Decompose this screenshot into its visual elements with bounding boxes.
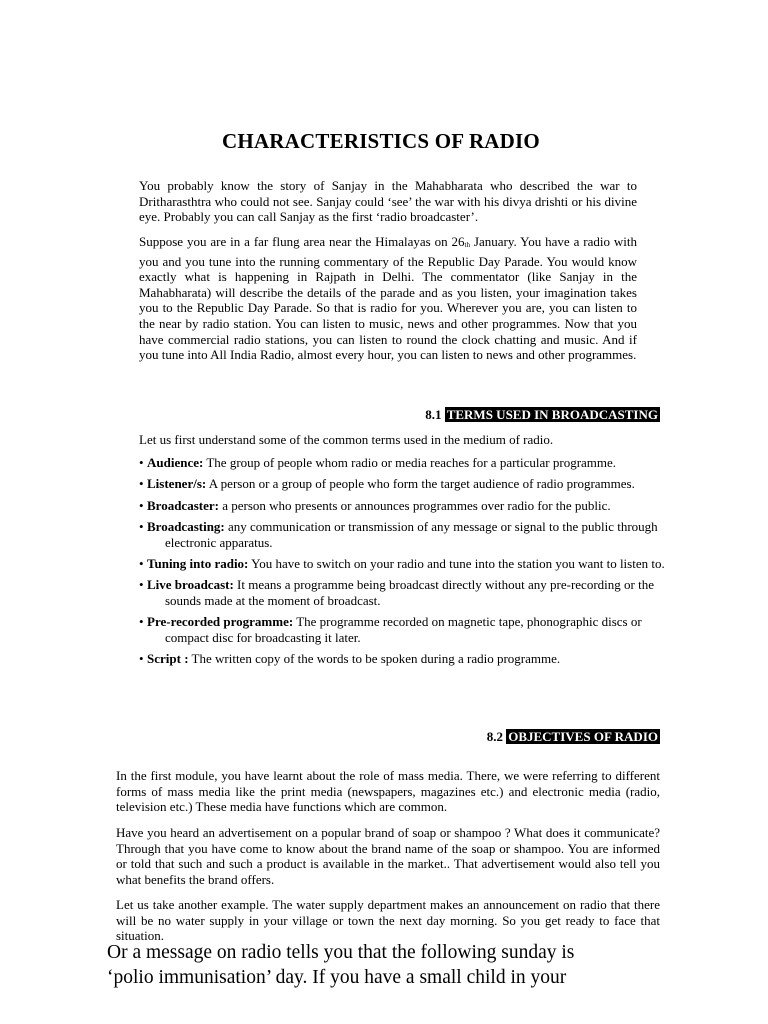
bullet-mark: • — [139, 651, 144, 667]
term-definition: any communication or transmission of any message or signal to the public through electronic apparatus. — [165, 519, 658, 550]
terms-intro: Let us first understand some of the common terms used in the medium of radio. — [139, 432, 554, 447]
term-item — [139, 577, 669, 608]
term-name: Broadcaster: — [147, 497, 219, 513]
term-name: Tuning into radio: — [147, 556, 249, 572]
intro-paragraph-1: You probably know the story of Sanjay in the Mahabharata who described the war to Dritharasthtra who could not see. Sanjay could ‘see’ the war with his divya drishti or his divine eye. Probably you can call Sanjay as the first ‘radio broadcaster’. — [139, 178, 637, 225]
term-item — [139, 455, 669, 470]
overflow-line: ‘polio immunisation’ day. If you have a small child in your — [107, 967, 567, 988]
term-item — [139, 476, 669, 491]
term-item — [139, 614, 669, 645]
section-number: 8.1 — [425, 407, 442, 422]
term-name: Pre-recorded programme: — [147, 614, 294, 630]
term-item — [139, 498, 669, 513]
terms-list — [139, 455, 669, 672]
term-name: Script : — [147, 651, 189, 667]
bullet-mark: • — [139, 519, 144, 535]
intro-paragraph-2-rest: January. You have a radio with you and you tune into the running commentary of the Republic Day Parade. You would know exactly what is happening in Rajpath in Delhi. The commentator (like Sanjay in the Mahabharata) will describe the details of the parade and as you listen, your imagination takes you to the Republic Day Parade. So that is radio for you. Wherever you are, you can listen to the near by radio station. You can listen to music, news and other programmes. Now that you have commercial radio stations, you can listen to round the clock chatting and music. And if you tune into All India Radio, almost every hour, you can listen to news and other programmes. — [139, 234, 637, 363]
term-name: Audience: — [147, 455, 204, 470]
bullet-mark: • — [139, 455, 144, 470]
objectives-paragraph-1: In the first module, you have learnt about the role of mass media. There, we were referring to different forms of mass media like the print media (newspapers, magazines etc.) and electronic media (radio, television etc.) These media have functions which are common. — [116, 768, 660, 815]
term-definition: It means a programme being broadcast directly without any pre-recording or the sounds made at the moment of broadcast. — [165, 577, 654, 608]
term-definition: The programme recorded on magnetic tape, phonographic discs or compact disc for broadcasting it later. — [165, 614, 642, 645]
intro-paragraph-2-start: Suppose you are in a far flung area near the Himalayas on 26 — [139, 234, 465, 249]
term-item — [139, 651, 669, 666]
section-title: OBJECTIVES OF RADIO — [508, 729, 658, 744]
term-definition: A person or a group of people who form the target audience of radio programmes. — [206, 476, 635, 492]
overflow-text — [107, 940, 727, 990]
objectives-paragraph-3: Let us take another example. The water supply department makes an announcement on radio that there will be no water supply in your village or town the next day morning. So you get ready to face that situation. — [116, 897, 660, 944]
term-definition: a person who presents or announces programmes over radio for the public. — [218, 497, 611, 513]
term-name: Listener/s: — [147, 476, 207, 492]
term-name: Live broadcast: — [147, 577, 234, 593]
bullet-mark: • — [139, 497, 144, 513]
section-heading-objectives — [487, 729, 660, 745]
section-title: TERMS USED IN BROADCASTING — [446, 407, 658, 422]
term-item — [139, 519, 669, 550]
bullet-mark: • — [139, 556, 144, 572]
bullet-mark: • — [139, 614, 144, 630]
page-title: CHARACTERISTICS OF RADIO — [222, 129, 540, 153]
bullet-mark: • — [139, 476, 144, 492]
intro-paragraph-2 — [139, 234, 637, 363]
bullet-mark: • — [139, 577, 144, 593]
overflow-line: Or a message on radio tells you that the following sunday is — [107, 942, 575, 963]
term-name: Broadcasting: — [147, 519, 225, 535]
term-definition: The written copy of the words to be spoken during a radio programme. — [188, 651, 561, 667]
term-definition: You have to switch on your radio and tune into the station you want to listen to. — [248, 556, 665, 572]
term-item — [139, 556, 669, 571]
term-definition: The group of people whom radio or media reaches for a particular programme. — [203, 455, 617, 470]
objectives-paragraph-2: Have you heard an advertisement on a popular brand of soap or shampoo ? What does it communicate? Through that you have come to know about the brand name of the soap or shampoo. You are informed or told that such and such a product is available in the market.. That advertisement would also tell you what benefits the brand offers. — [116, 825, 660, 887]
section-number: 8.2 — [486, 729, 503, 744]
section-heading-terms — [425, 407, 660, 423]
date-ordinal-suffix: th — [464, 241, 470, 249]
